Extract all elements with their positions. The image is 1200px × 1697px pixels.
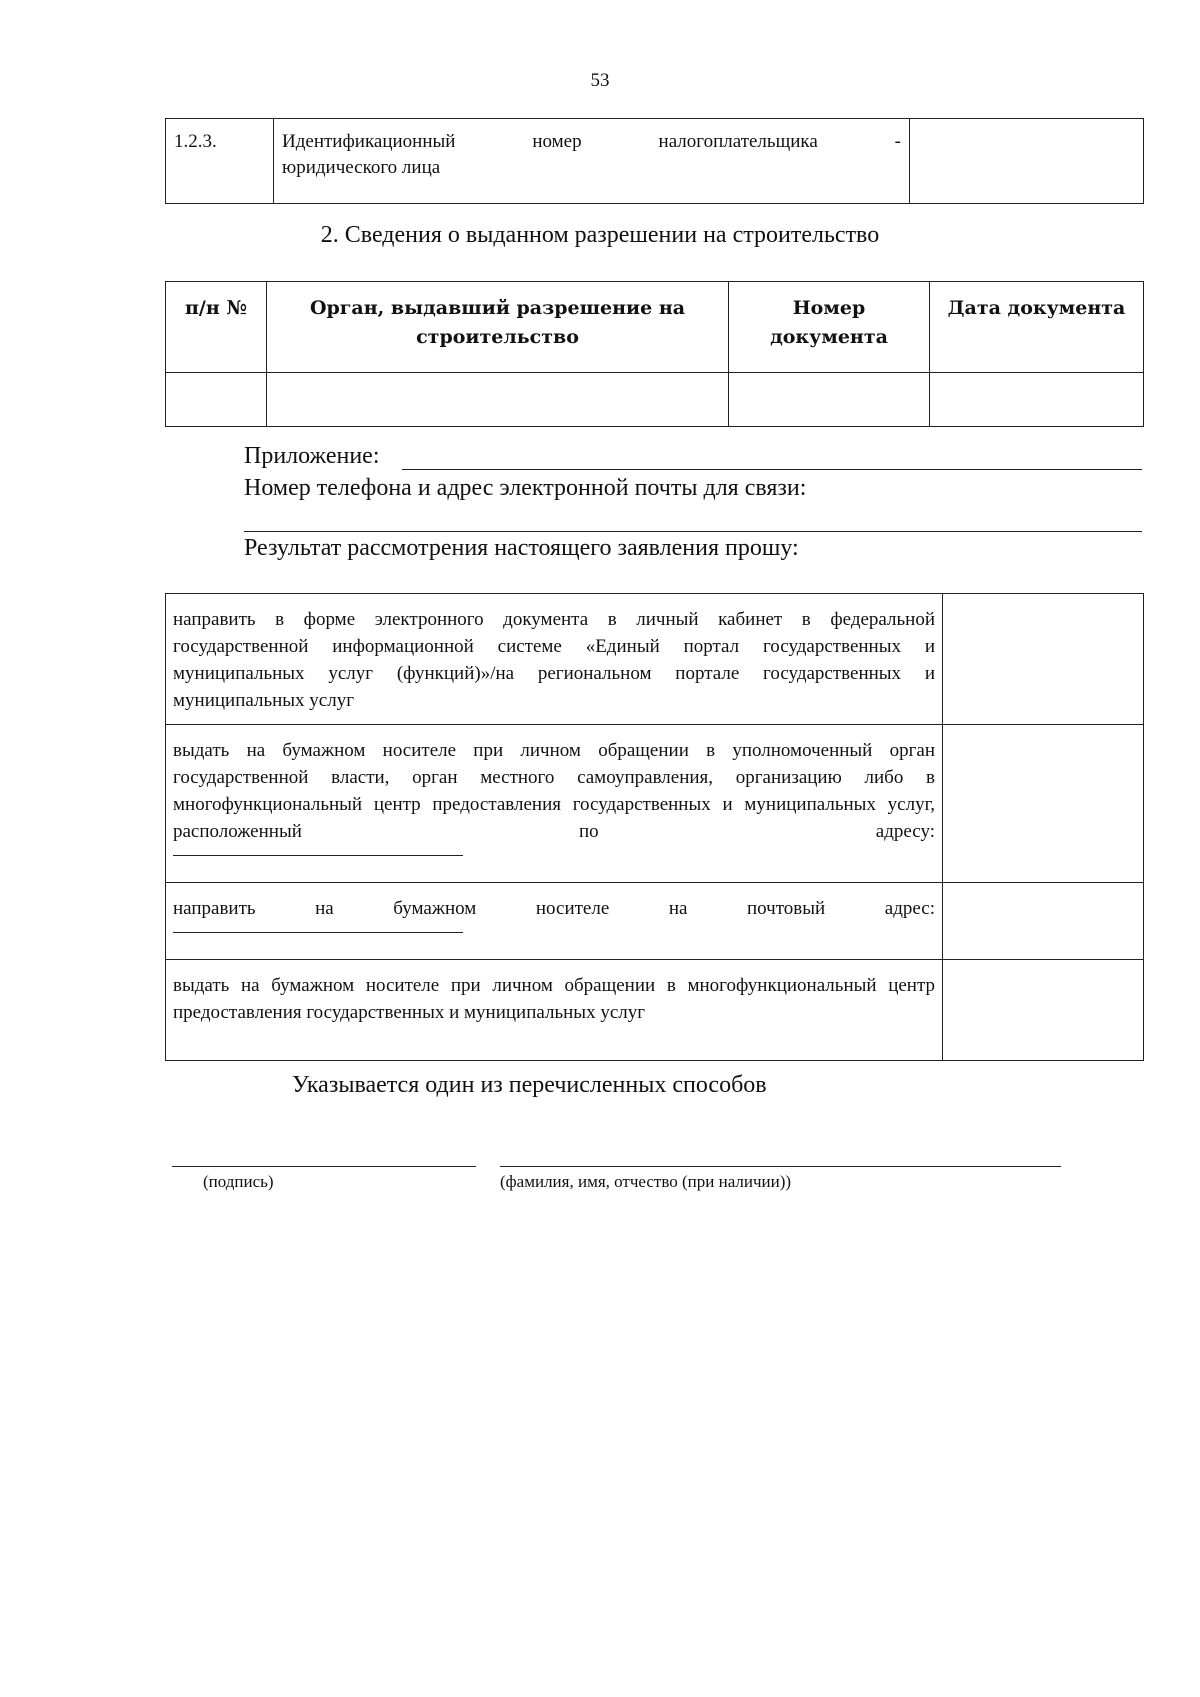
delivery-option-text bbox=[166, 883, 943, 960]
delivery-option-checkbox[interactable] bbox=[943, 594, 1144, 725]
table-row bbox=[166, 594, 1144, 725]
footer-note: Указывается один из перечисленных способов bbox=[292, 1072, 767, 1098]
delivery-option-text: выдать на бумажном носителе при личном обращении в многофункциональный центр предоставления государственных и муниципальных услуг bbox=[166, 960, 943, 1061]
table-header-row bbox=[166, 282, 1144, 373]
signature-line[interactable] bbox=[172, 1166, 476, 1167]
label-word: Идентификационный bbox=[282, 131, 456, 152]
table-row bbox=[166, 725, 1144, 883]
name-line[interactable] bbox=[500, 1166, 1061, 1167]
permit-table bbox=[165, 281, 1144, 427]
option-label: направить на бумажном носителе на почтовый адрес: bbox=[173, 898, 935, 919]
result-label: Результат рассмотрения настоящего заявления прошу: bbox=[244, 535, 799, 561]
label-word: номер bbox=[532, 131, 582, 152]
table-row bbox=[166, 373, 1144, 427]
value-cell[interactable] bbox=[910, 119, 1144, 204]
column-header: Орган, выдавший разрешение на строительство bbox=[267, 282, 729, 373]
signature-caption: (подпись) bbox=[203, 1172, 274, 1191]
postal-address-field[interactable] bbox=[173, 926, 463, 933]
label-line-1 bbox=[282, 129, 901, 155]
row-label bbox=[274, 119, 910, 204]
column-header: п/н № bbox=[166, 282, 267, 373]
page-number: 53 bbox=[590, 70, 610, 91]
delivery-option-checkbox[interactable] bbox=[943, 725, 1144, 883]
row-number: 1.2.3. bbox=[166, 119, 274, 204]
contact-field[interactable] bbox=[244, 500, 1142, 532]
table-cell[interactable] bbox=[930, 373, 1144, 427]
table-cell[interactable] bbox=[267, 373, 729, 427]
column-header: Дата документа bbox=[930, 282, 1144, 373]
label-line-2: юридического лица bbox=[282, 157, 441, 178]
attachment-label: Приложение: bbox=[244, 443, 380, 469]
section-title: 2. Сведения о выданном разрешении на строительство bbox=[320, 222, 880, 248]
table-cell[interactable] bbox=[166, 373, 267, 427]
contact-label: Номер телефона и адрес электронной почты для связи: bbox=[244, 475, 807, 501]
table-row bbox=[166, 883, 1144, 960]
attachment-field[interactable] bbox=[402, 442, 1142, 470]
table-cell[interactable] bbox=[729, 373, 930, 427]
option-label: выдать на бумажном носителе при личном обращении в уполномоченный орган государственной власти, орган местного самоуправления, организацию либо в многофункциональный центр предоставления государственных и муниципальных услуг, расположенный по адресу: bbox=[173, 740, 935, 842]
taxpayer-id-table bbox=[165, 118, 1144, 204]
address-field[interactable] bbox=[173, 849, 463, 856]
delivery-option-text: направить в форме электронного документа в личный кабинет в федеральной государственной информационной системе «Единый портал государственных и муниципальных услуг (функций)»/на региональном портале государственных и муниципальных услуг bbox=[166, 594, 943, 725]
column-header: Номер документа bbox=[729, 282, 930, 373]
table-row bbox=[166, 119, 1144, 204]
delivery-option-checkbox[interactable] bbox=[943, 883, 1144, 960]
label-word: - bbox=[894, 131, 901, 152]
delivery-method-table bbox=[165, 593, 1144, 1061]
table-row bbox=[166, 960, 1144, 1061]
label-word: налогоплательщика bbox=[658, 131, 818, 152]
delivery-option-text bbox=[166, 725, 943, 883]
name-caption: (фамилия, имя, отчество (при наличии)) bbox=[500, 1172, 792, 1191]
delivery-option-checkbox[interactable] bbox=[943, 960, 1144, 1061]
